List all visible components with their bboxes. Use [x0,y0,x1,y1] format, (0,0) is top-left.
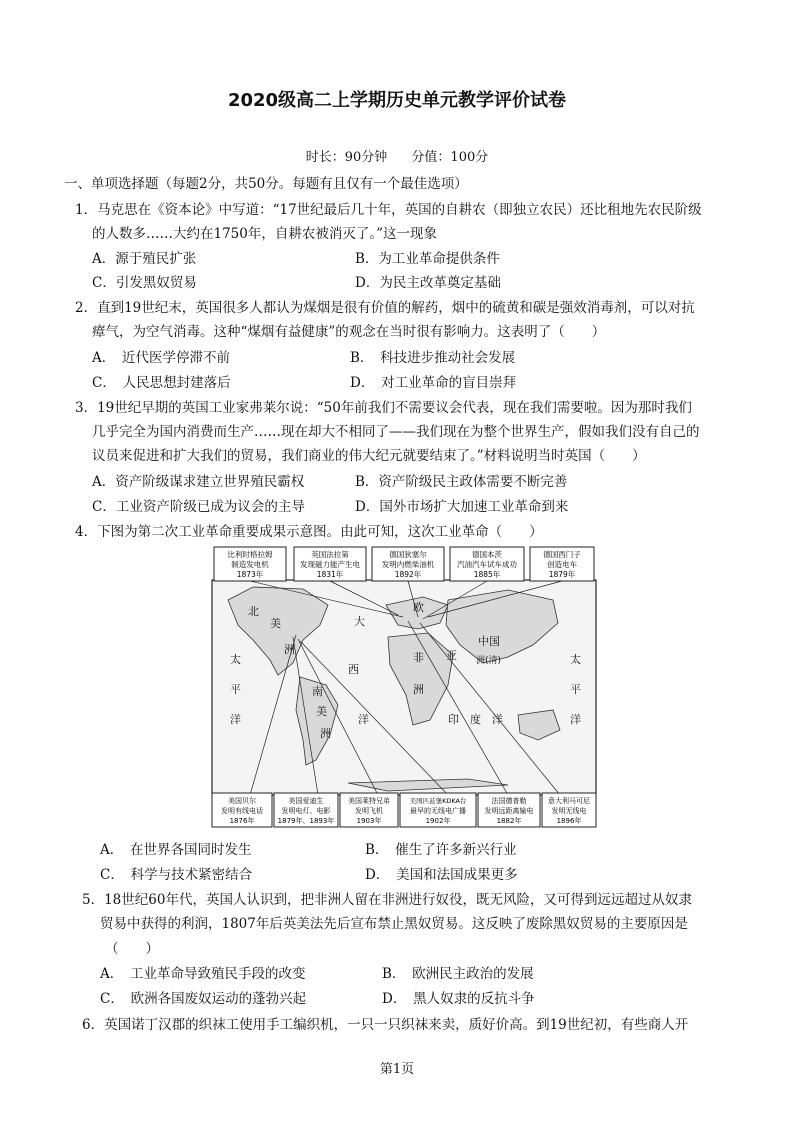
svg-text:比利时格拉姆: 比利时格拉姆 [227,550,273,559]
svg-text:1903年: 1903年 [356,817,382,825]
q5-option-c: C． 欧洲各国废奴运动的蓬勃兴起 [100,991,307,1007]
q5-option-b: B． 欧洲民主政治的发展 [382,966,534,982]
svg-text:制造发电机: 制造发电机 [231,560,269,569]
q3-stem-line3: 议员来促进和扩大我们的贸易，我们商业的伟大纪元就要结束了。”材料说明当时英国（ ） [92,448,646,464]
top-box-1 [214,547,286,581]
bottom-box-1 [212,793,272,827]
svg-text:德国本茨: 德国本茨 [472,550,502,559]
q2-option-a: A． 近代医学停滞不前 [92,350,230,366]
svg-text:英国法拉第: 英国法拉第 [311,550,349,559]
q3-option-a: A．资产阶级谋求建立世界殖民霸权 [92,474,305,490]
svg-text:洋: 洋 [570,713,581,726]
q5-stem-line3: （ ） [105,941,159,957]
svg-text:非: 非 [413,651,424,664]
duration-text: 时长：90分钟 [305,150,388,165]
svg-text:洲: 洲 [413,683,424,696]
svg-text:美国莱特兄弟: 美国莱特兄弟 [348,797,390,805]
svg-text:1876年: 1876年 [229,817,255,825]
q2-stem-line2: 瘴气，为空气消毒。这种“煤烟有益健康”的观念在当时很有影响力。这表明了（ ） [92,324,606,340]
svg-text:1879年、1893年: 1879年、1893年 [277,817,335,825]
top-box-5 [530,547,594,581]
svg-text:1882年: 1882年 [496,817,522,825]
q3-stem-line1: 3．19世纪早期的英国工业家弗莱尔说：“50年前我们不需要议会代表，现在我们需要啦。因为那时我们 [75,400,692,416]
svg-text:洋: 洋 [358,713,369,726]
svg-text:太: 太 [230,653,241,666]
svg-text:洲(清): 洲(清) [476,656,502,666]
svg-text:1885年: 1885年 [473,570,501,579]
q5-stem-line1: 5．18世纪60年代，英国人认识到，把非洲人留在非洲进行奴役，既无风险，又可得到远远超过从奴隶 [82,892,692,908]
section-heading: 一、单项选择题（每题2分，共50分。每题有且仅有一个最佳选项） [64,176,468,192]
q3-option-c: C．工业资产阶级已成为议会的主导 [92,499,305,515]
svg-text:发明有线电话: 发明有线电话 [221,807,263,815]
svg-text:德国西门子: 德国西门子 [543,550,581,559]
svg-text:最早的无线电广播: 最早的无线电广播 [410,807,466,815]
svg-text:发明飞机: 发明飞机 [355,807,383,815]
q5-option-d: D． 黑人奴隶的反抗斗争 [382,991,535,1007]
svg-text:大: 大 [354,615,365,628]
svg-text:印: 印 [448,713,459,726]
svg-text:西: 西 [348,663,359,676]
svg-text:美国爱迪生: 美国爱迪生 [288,797,324,805]
svg-text:亚: 亚 [446,649,457,662]
top-box-3 [372,547,444,581]
q3-stem-line2: 几乎完全为国内消费而生产……现在却大不相同了——我们现在为整个世界生产，假如我们没有自己的 [92,424,700,440]
svg-text:发明无线电: 发明无线电 [551,807,587,815]
top-box-2 [294,547,366,581]
score-text: 分值：100分 [411,150,489,165]
q4-option-a: A． 在世界各国同时发生 [100,842,252,858]
q1-option-d: D．为民主改革奠定基础 [355,275,501,291]
bottom-box-4 [400,793,476,827]
top-box-4 [450,547,524,581]
q5-option-a: A． 工业革命导致殖民手段的改变 [100,966,306,982]
svg-text:1879年: 1879年 [548,570,576,579]
exam-meta [0,146,794,165]
svg-text:美国匹兹堡KDKA台: 美国匹兹堡KDKA台 [409,797,467,805]
bottom-box-5 [478,793,540,827]
svg-text:美: 美 [316,705,327,718]
svg-text:德国狄塞尔: 德国狄塞尔 [389,550,427,559]
q1-stem-line1: 1．马克思在《资本论》中写道：“17世纪最后几十年，英国的自耕农（即独立农民）还比租地先农民阶级 [75,202,702,218]
svg-text:平: 平 [230,683,241,696]
bottom-box-2 [274,793,338,827]
bottom-box-3 [340,793,398,827]
q2-stem-line1: 2．直到19世纪末，英国很多人都认为煤烟是很有价值的解药，烟中的硫黄和碳是强效消毒剂，可以对抗 [75,300,695,316]
q1-option-a: A．源于殖民扩张 [92,251,197,267]
q3-option-b: B．资产阶级民主政体需要不断完善 [355,474,568,490]
svg-text:平: 平 [570,683,581,696]
svg-text:创造电车: 创造电车 [547,560,577,569]
svg-text:洲: 洲 [284,643,295,656]
q4-stem-line1: 4．下图为第二次工业革命重要成果示意图。由此可知，这次工业革命（ ） [75,524,543,540]
svg-text:太: 太 [570,653,581,666]
q1-stem-line2: 的人数多……大约在1750年，自耕农被消灭了。”这一现象 [92,226,438,242]
industrial-revolution-map [208,545,600,830]
q2-option-b: B． 科技进步推动社会发展 [350,350,516,366]
svg-text:洋: 洋 [230,713,241,726]
q5-stem-line2: 贸易中获得的利润，1807年后英美法先后宣布禁止黑奴贸易。这反映了废除黑奴贸易的主要原因是 [100,916,688,932]
bottom-box-6 [542,793,596,827]
q1-option-c: C．引发黑奴贸易 [92,275,197,291]
svg-text:洲: 洲 [320,727,331,740]
svg-text:汽油汽车试车成功: 汽油汽车试车成功 [457,560,517,569]
svg-text:发明电灯、电影: 发明电灯、电影 [281,807,331,815]
svg-text:1892年: 1892年 [394,570,422,579]
svg-text:意大利马可尼: 意大利马可尼 [548,797,590,805]
svg-text:1902年: 1902年 [425,817,451,825]
svg-text:度: 度 [470,713,481,726]
svg-text:美国贝尔: 美国贝尔 [228,797,256,805]
svg-text:中国: 中国 [478,635,500,648]
q4-option-c: C． 科学与技术紧密结合 [100,867,253,883]
svg-text:北: 北 [248,605,259,618]
svg-text:1831年: 1831年 [316,570,344,579]
q2-option-c: C． 人民思想封建落后 [92,375,231,391]
svg-text:发明远距离输电: 发明远距离输电 [484,807,534,815]
q4-option-b: B． 催生了许多新兴行业 [365,842,517,858]
svg-text:南: 南 [312,685,323,698]
exam-title: 2020级高二上学期历史单元教学评价试卷 [227,90,567,111]
q2-option-d: D． 对工业革命的盲目崇拜 [350,375,517,391]
q1-option-b: B．为工业革命提供条件 [355,251,500,267]
q3-option-d: D．国外市场扩大加速工业革命到来 [355,499,569,515]
q6-stem-line1: 6．英国诺丁汉郡的织袜工使用手工编织机，一只一只织袜来卖，质好价高。到19世纪初，有些商人开 [82,1017,689,1033]
svg-text:发现磁力能产生电: 发现磁力能产生电 [300,560,360,569]
page-number: 第1页 [379,1062,415,1077]
svg-text:1896年: 1896年 [556,817,582,825]
svg-text:法国德普勒: 法国德普勒 [491,797,527,805]
svg-text:美: 美 [270,617,281,630]
map-svg [208,545,600,830]
q4-option-d: D． 美国和法国成果更多 [365,867,518,883]
svg-text:欧: 欧 [413,601,424,614]
svg-text:洋: 洋 [492,713,503,726]
svg-text:发明内燃柴油机: 发明内燃柴油机 [381,560,435,569]
svg-text:1873年: 1873年 [236,570,264,579]
